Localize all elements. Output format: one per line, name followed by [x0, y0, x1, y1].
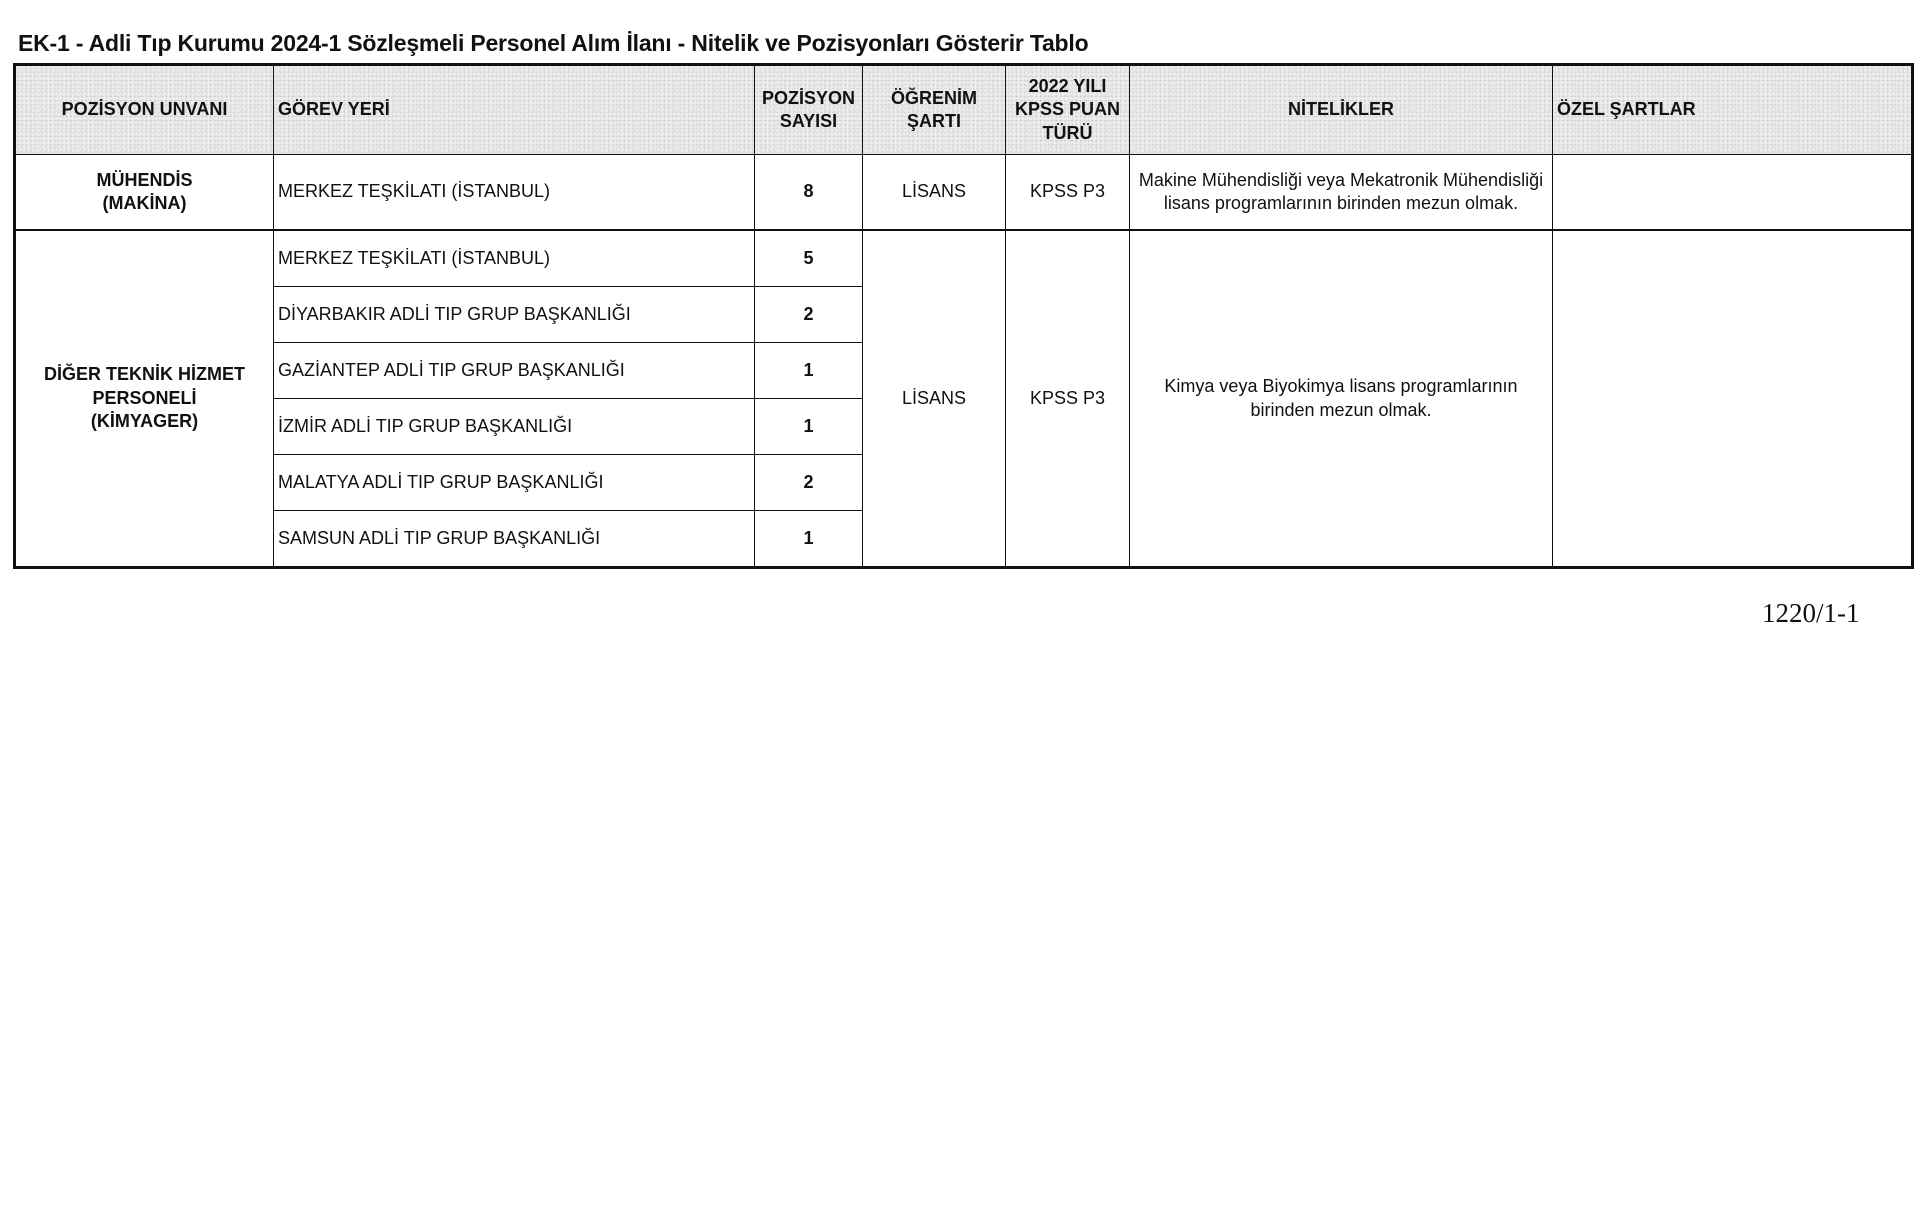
- header-kpss-line3: TÜRÜ: [1042, 122, 1093, 143]
- document-title: EK-1 - Adli Tıp Kurumu 2024-1 Sözleşmeli Personel Alım İlanı - Nitelik ve Pozisyonları Gösterir Tablo: [18, 30, 1089, 56]
- position-count: 1: [755, 343, 863, 399]
- duty-place: MERKEZ TEŞKİLATI (İSTANBUL): [274, 155, 755, 231]
- position-count: 2: [755, 455, 863, 511]
- position-count: 1: [755, 511, 863, 568]
- header-kpss-line2: KPSS PUAN: [1014, 99, 1121, 120]
- page-reference: 1220/1-1: [1762, 598, 1860, 628]
- header-special-conditions: ÖZEL ŞARTLAR: [1553, 65, 1913, 155]
- special-conditions-cell: [1553, 230, 1913, 568]
- position-title-line2: (MAKİNA): [102, 193, 187, 213]
- duty-place: SAMSUN ADLİ TIP GRUP BAŞKANLIĞI: [274, 511, 755, 568]
- positions-table: [13, 63, 1914, 569]
- duty-place: DİYARBAKIR ADLİ TIP GRUP BAŞKANLIĞI: [274, 287, 755, 343]
- header-duty-place: GÖREV YERİ: [274, 65, 755, 155]
- qualifications-text: Makine Mühendisliği veya Mekatronik Mühendisliği lisans programlarının birinden mezun olmak.: [1130, 155, 1553, 231]
- position-count: 1: [755, 399, 863, 455]
- table-row: [15, 155, 1913, 231]
- position-title-line1: DİĞER TEKNİK HİZMET: [44, 364, 245, 385]
- table-row: [15, 230, 1913, 287]
- header-education: ÖĞRENİM ŞARTI: [863, 65, 1006, 155]
- education-requirement: LİSANS: [863, 230, 1006, 568]
- header-position-count: [755, 65, 863, 155]
- special-conditions-cell: [1553, 155, 1913, 231]
- position-count: 8: [755, 155, 863, 231]
- header-position-count-line2: SAYISI: [779, 111, 838, 131]
- position-title-line1: MÜHENDİS: [96, 169, 193, 190]
- position-title-line3: (KİMYAGER): [90, 411, 199, 432]
- duty-place: MERKEZ TEŞKİLATI (İSTANBUL): [274, 230, 755, 287]
- table-header-row: [15, 65, 1913, 155]
- kpss-score-type: KPSS P3: [1006, 230, 1130, 568]
- education-requirement: LİSANS: [863, 155, 1006, 231]
- header-position-count-line1: POZİSYON: [761, 87, 855, 108]
- header-qualifications: NİTELİKLER: [1130, 65, 1553, 155]
- position-count: 5: [755, 230, 863, 287]
- header-kpss-score-type: [1006, 65, 1130, 155]
- position-title-engineer: [15, 155, 274, 231]
- position-title-chemist: [15, 230, 274, 568]
- header-kpss-line1: 2022 YILI: [1028, 75, 1107, 96]
- duty-place: MALATYA ADLİ TIP GRUP BAŞKANLIĞI: [274, 455, 755, 511]
- position-count: 2: [755, 287, 863, 343]
- kpss-score-type: KPSS P3: [1006, 155, 1130, 231]
- position-title-line2: PERSONELİ: [92, 387, 197, 408]
- header-position-title: POZİSYON UNVANI: [15, 65, 274, 155]
- duty-place: İZMİR ADLİ TIP GRUP BAŞKANLIĞI: [274, 399, 755, 455]
- qualifications-text: Kimya veya Biyokimya lisans programlarının birinden mezun olmak.: [1130, 230, 1553, 568]
- duty-place: GAZİANTEP ADLİ TIP GRUP BAŞKANLIĞI: [274, 343, 755, 399]
